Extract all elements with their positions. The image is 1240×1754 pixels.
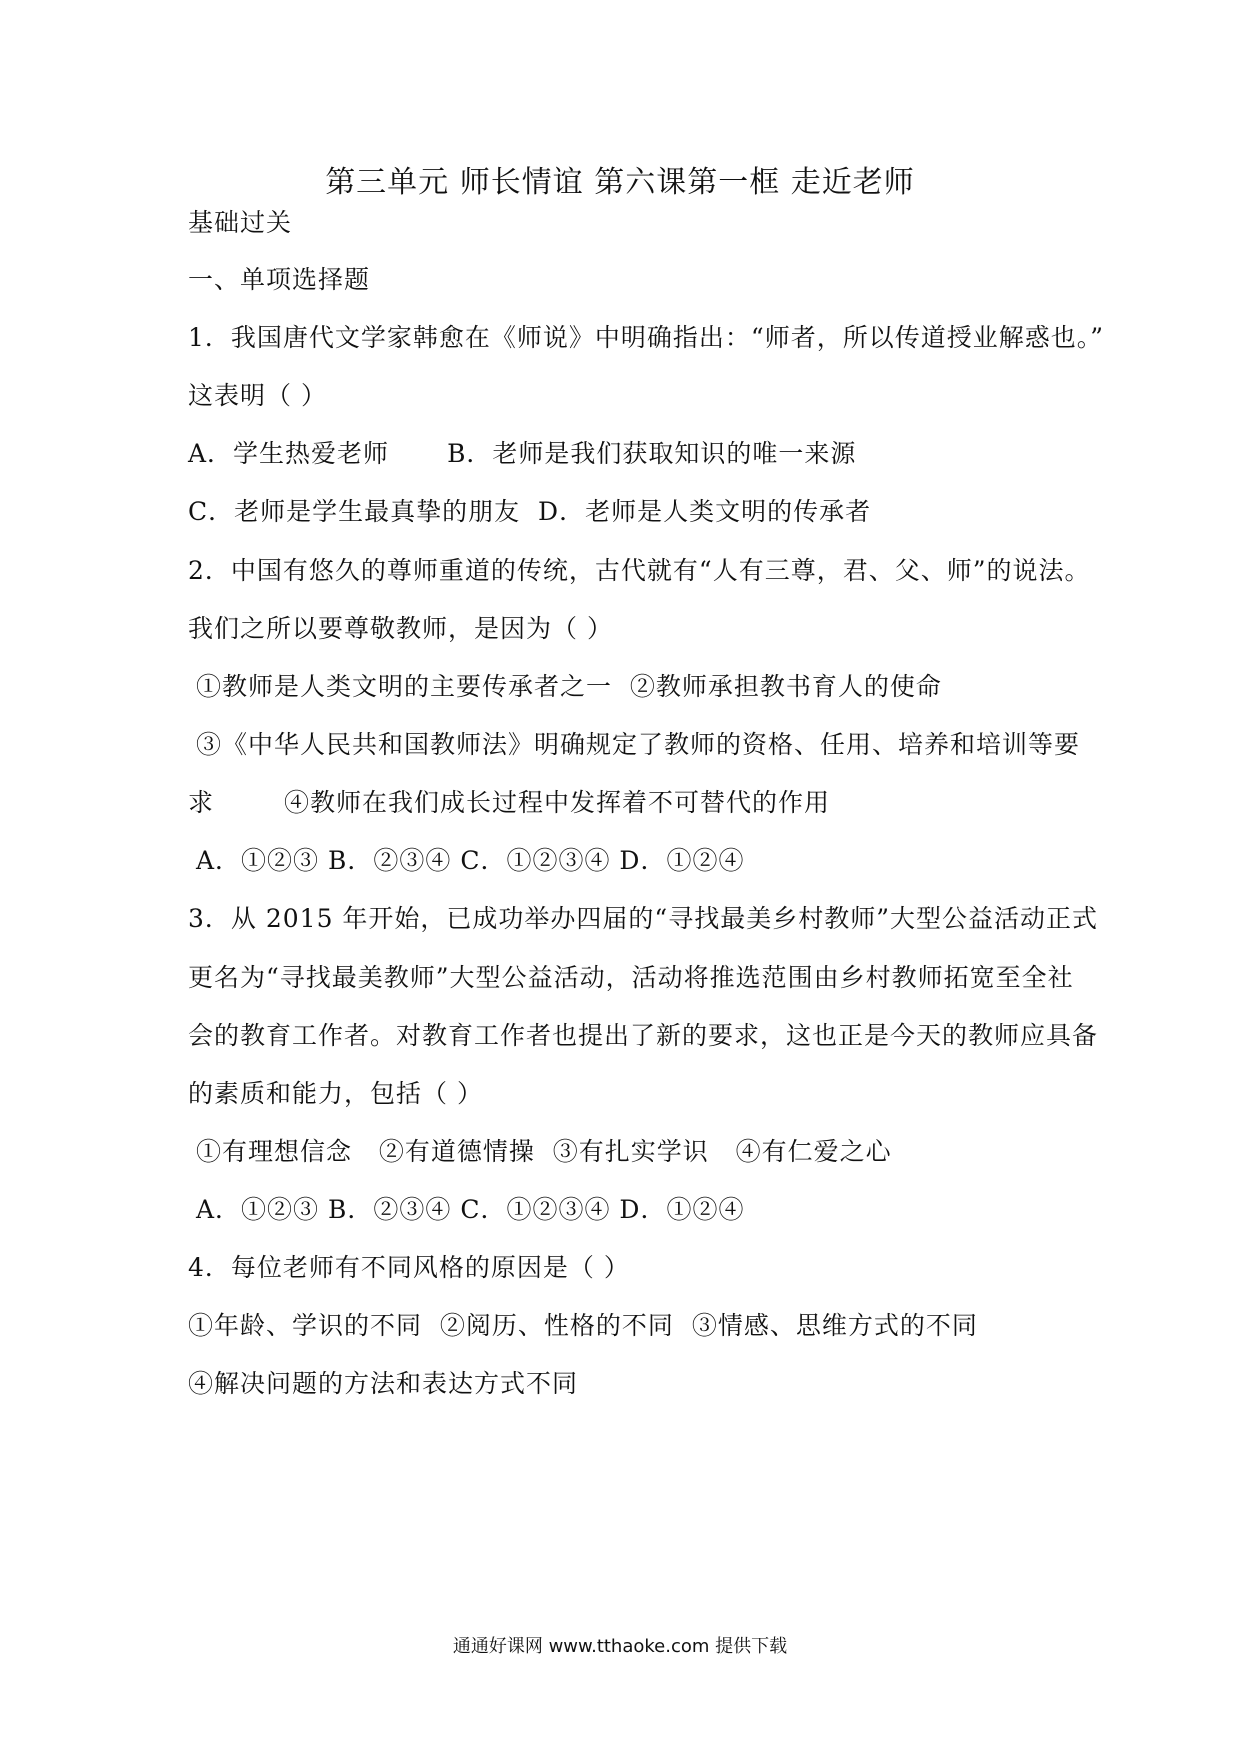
- question-1-options-row-2: [188, 494, 871, 530]
- question-4-item-1: ①年龄、学识的不同: [188, 1311, 423, 1340]
- question-2-choices: A．①②③ B．②③④ C．①②③④ D．①②④: [196, 846, 745, 875]
- question-3-item-4: ④有仁爱之心: [735, 1137, 892, 1166]
- question-2-stem-line-1: 2．中国有悠久的尊师重道的传统，古代就有“人有三尊，君、父、师”的说法。: [188, 556, 1091, 585]
- question-1-option-b: B．老师是我们获取知识的唯一来源: [447, 439, 857, 468]
- question-2-item-1: ①教师是人类文明的主要传承者之一: [196, 672, 613, 701]
- question-2-item-4: ④教师在我们成长过程中发挥着不可替代的作用: [284, 788, 831, 817]
- question-1-stem-line-2: 这表明（ ）: [188, 381, 327, 410]
- part-heading: 一、单项选择题: [188, 265, 371, 294]
- question-3-items-row: [196, 1134, 892, 1170]
- question-4-items-row: [188, 1308, 978, 1344]
- question-3-item-3: ③有扎实学识: [552, 1137, 709, 1166]
- question-3-stem-line-4: 的素质和能力，包括（ ）: [188, 1079, 483, 1108]
- question-4-item-2: ②阅历、性格的不同: [439, 1311, 674, 1340]
- footer-watermark: 通通好课网 www.tthaoke.com 提供下载: [452, 1636, 788, 1657]
- question-2-item-3-tail: 求: [188, 788, 215, 817]
- question-4-item-4: ④解决问题的方法和表达方式不同: [188, 1369, 579, 1398]
- section-heading: 基础过关: [188, 208, 293, 237]
- question-3-stem-line-1: 3．从 2015 年开始，已成功举办四届的“寻找最美乡村教师”大型公益活动正式: [188, 904, 1098, 933]
- question-4-stem: 4．每位老师有不同风格的原因是（ ）: [188, 1253, 630, 1282]
- question-2-stem-line-2: 我们之所以要尊敬教师，是因为（ ）: [188, 614, 613, 643]
- question-3-choices: A．①②③ B．②③④ C．①②③④ D．①②④: [196, 1195, 745, 1224]
- question-1-option-a: A．学生热爱老师: [188, 439, 390, 468]
- question-2-items-row-1: [196, 669, 942, 705]
- question-4-item-3: ③情感、思维方式的不同: [691, 1311, 978, 1340]
- question-3-stem-line-3: 会的教育工作者。对教育工作者也提出了新的要求，这也正是今天的教师应具备: [188, 1021, 1099, 1050]
- question-1-options-row-1: [188, 436, 856, 472]
- page-title: 第三单元 师长情谊 第六课第一框 走近老师: [325, 165, 915, 200]
- question-3-stem-line-2: 更名为“寻找最美教师”大型公益活动，活动将推选范围由乡村教师拓宽至全社: [188, 963, 1074, 992]
- question-3-item-1: ①有理想信念: [196, 1137, 353, 1166]
- question-1-option-c: C．老师是学生最真挚的朋友: [188, 497, 521, 526]
- question-1-stem-line-1: 1．我国唐代文学家韩愈在《师说》中明确指出：“师者，所以传道授业解惑也。”: [188, 323, 1104, 352]
- question-2-item-2: ②教师承担教书育人的使命: [629, 672, 942, 701]
- question-2-items-row-3: [188, 785, 830, 821]
- question-1-option-d: D．老师是人类文明的传承者: [538, 497, 872, 526]
- question-3-item-2: ②有道德情操: [378, 1137, 535, 1166]
- question-2-item-3: ③《中华人民共和国教师法》明确规定了教师的资格、任用、培养和培训等要: [196, 730, 1081, 759]
